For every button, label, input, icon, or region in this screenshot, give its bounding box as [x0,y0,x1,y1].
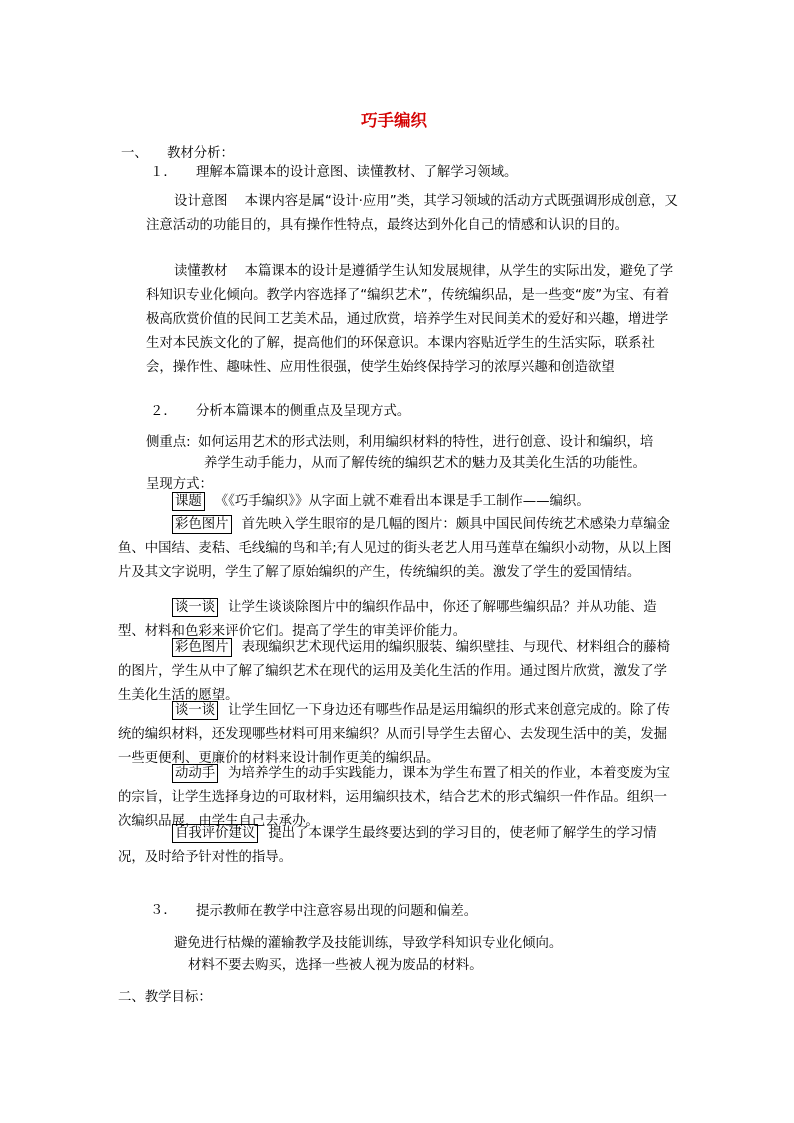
entry-color-pictures-1-tag: 彩色图片 [172,515,232,534]
focus-label: 侧重点: [146,435,191,450]
entry-topic-tag: 课题 [172,492,205,511]
item-3-number: ３． [150,903,177,918]
item-3-line-1: 避免进行枯燥的灌输教学及技能训练，导致学科知识专业化倾向。 [174,936,563,951]
design-intent-label: 设计意图 [174,194,228,209]
section-1-label: 教材分析： [167,146,234,161]
focus-line-2: 养学生动手能力，从而了解传统的编织艺术的魅力及其美化生活的功能性。 [204,456,646,471]
section-1-number: 一、 [121,146,148,161]
design-intent-paragraph [146,190,680,238]
entry-discuss-1-text: 让学生谈谈除图片中的编织作品中，你还了解哪些编织品？并从功能、造型、材料和色彩来评价它们。提高了学生的审美评价能力。 [118,600,657,639]
entry-color-pictures-2-tag: 彩色图片 [172,638,232,657]
entry-discuss-2-text: 让学生回忆一下身边还有哪些作品是运用编织的形式来创意完成的。除了传统的编织材料，还发现哪些材料可用来编织？从而引导学生去留心、去发现生活中的美，发掘一些更便利、更廉价的材料来设计制作更美的编织品。 [118,703,671,766]
entry-self-evaluation-tag: 自我评价建议 [172,824,258,843]
entry-self-evaluation-text: 提出了本课学生最终要达到的学习目的，使老师了解学生的学习情况，及时给予针对性的指导。 [118,826,657,865]
read-textbook-text: 本篇课本的设计是遵循学生认知发展规律，从学生的实际出发，避免了学科知识专业化倾向。教学内容选择了“编织艺术”，传统编织品，是一些变“废”为宝、有着极高欣赏价值的民间工艺美术品，通过欣赏，培养学生对民间美术的爱好和兴趣，增进学生对本民族文化的了解，提高他们的环保意识。本课内容贴近学生的生活实际，联系社会，操作性、趣味性、应用性很强，使学生始终保持学习的浓厚兴趣和创造欲望 [146,264,674,375]
item-3-heading: 提示教师在教学中注意容易出现的问题和偏差。 [196,904,478,919]
page-title: 巧手编织 [361,111,427,130]
focus-line-1: 如何运用艺术的形式法则，利用编织材料的特性，进行创意、设计和编织，培 [198,435,654,450]
section-2-label: 二、教学目标： [118,990,212,1005]
design-intent-text: 本课内容是属“设计·应用”类，其学习领域的活动方式既强调形成创意，又注意活动的功能目的，具有操作性特点，最终达到外化自己的情感和认识的目的。 [146,194,678,233]
entry-hands-on-tag: 动动手 [172,764,218,783]
entry-color-pictures-1 [118,513,680,585]
entry-topic [118,490,734,514]
entry-color-pictures-2 [118,636,680,708]
read-textbook-paragraph [146,260,680,380]
entry-color-pictures-2-text: 表现编织艺术现代运用的编织服装、编织壁挂、与现代、材料组合的藤椅的图片，学生从中了解了编织艺术在现代的运用及美化生活的作用。通过图片欣赏，激发了学生美化生活的愿望。 [118,640,671,703]
item-2-heading: 分析本篇课本的侧重点及呈现方式。 [196,404,411,419]
entry-self-evaluation [118,822,680,870]
item-1-number: １． [150,165,177,180]
entry-discuss-1-tag: 谈一谈 [172,598,218,617]
item-3-line-2: 材料不要去购买，选择一些被人视为废品的材料。 [188,958,483,973]
entry-color-pictures-1-text: 首先映入学生眼帘的是几幅的图片：颇具中国民间传统艺术感染力草编金鱼、中国结、麦秸、毛线编的鸟和羊;有人见过的街头老艺人用马莲草在编织小动物，从以上图片及其文字说明，学生了解了原始编织的产生，传统编织的美。激发了学生的爱国情结。 [118,517,672,580]
read-textbook-label: 读懂教材 [174,264,228,279]
entry-discuss-2 [118,699,680,771]
entry-topic-text: 《《巧手编织》》从字面上就不难看出本课是手工制作——编织。 [214,494,590,509]
item-2-number: ２． [150,404,177,419]
presentation-label: 呈现方式： [146,477,213,492]
item-1-heading: 理解本篇课本的设计意图、读懂教材、了解学习领域。 [196,165,518,180]
entry-hands-on-text: 为培养学生的动手实践能力，课本为学生布置了相关的作业，本着变废为宝的宗旨，让学生选择身边的可取材料，运用编织技术，结合艺术的形式编织一件作品。组织一次编织品展，由学生自己去承办。 [118,766,671,829]
entry-discuss-2-tag: 谈一谈 [172,701,218,720]
